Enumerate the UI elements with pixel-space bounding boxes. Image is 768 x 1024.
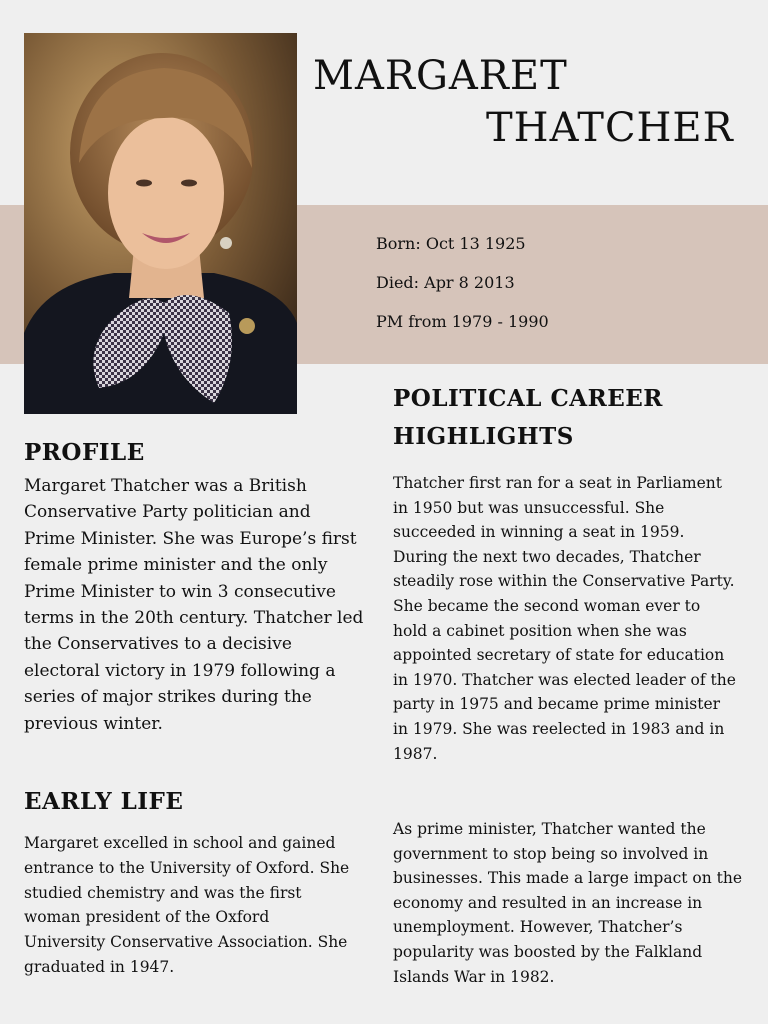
career-heading: POLITICAL CAREER HIGHLIGHTS [393,385,663,450]
title-last-name: THATCHER [486,105,734,151]
career-paragraph-1: Thatcher first ran for a seat in Parliament in 1950 but was unsuccessful. She succeeded in winning a seat in 1959. During the next two decades, Thatcher steadily rose within the Conservative Party. She became the second woman ever to hold a cabinet position when she was appointed secretary of state for education in 1970. Thatcher was elected leader of the party in 1975 and became prime minister in 1979. She was reelected in 1983 and in 1987. [393,474,736,763]
portrait-illustration [24,33,297,414]
early-life-heading: EARLY LIFE [24,788,184,815]
fact-born: Born: Oct 13 1925 [376,234,526,253]
early-life-text: Margaret excelled in school and gained entrance to the University of Oxford. She studied chemistry and was the first woman president of the Oxford University Conservative Association. She graduated in 1947. [24,834,350,976]
profile-text: Margaret Thatcher was a British Conservative Party politician and Prime Minister. She was Europe’s first female prime minister and the only Prime Minister to win 3 consecutive terms in the 20th century. Thatcher led the Conservatives to a decisive electoral victory in 1979 following a series of major strikes during the previous winter. [24,476,364,734]
portrait-photo [24,33,297,414]
career-paragraph-2: As prime minister, Thatcher wanted the government to stop being so involved in businesses. This made a large impact on the economy and resulted in an increase in unemployment. However, Thatcher’s popularity was boosted by the Falkland Islands War in 1982. [393,820,743,986]
fact-pm-term: PM from 1979 - 1990 [376,312,549,331]
title-first-name: MARGARET [313,53,568,99]
fact-died: Died: Apr 8 2013 [376,273,515,292]
profile-heading: PROFILE [24,439,145,466]
